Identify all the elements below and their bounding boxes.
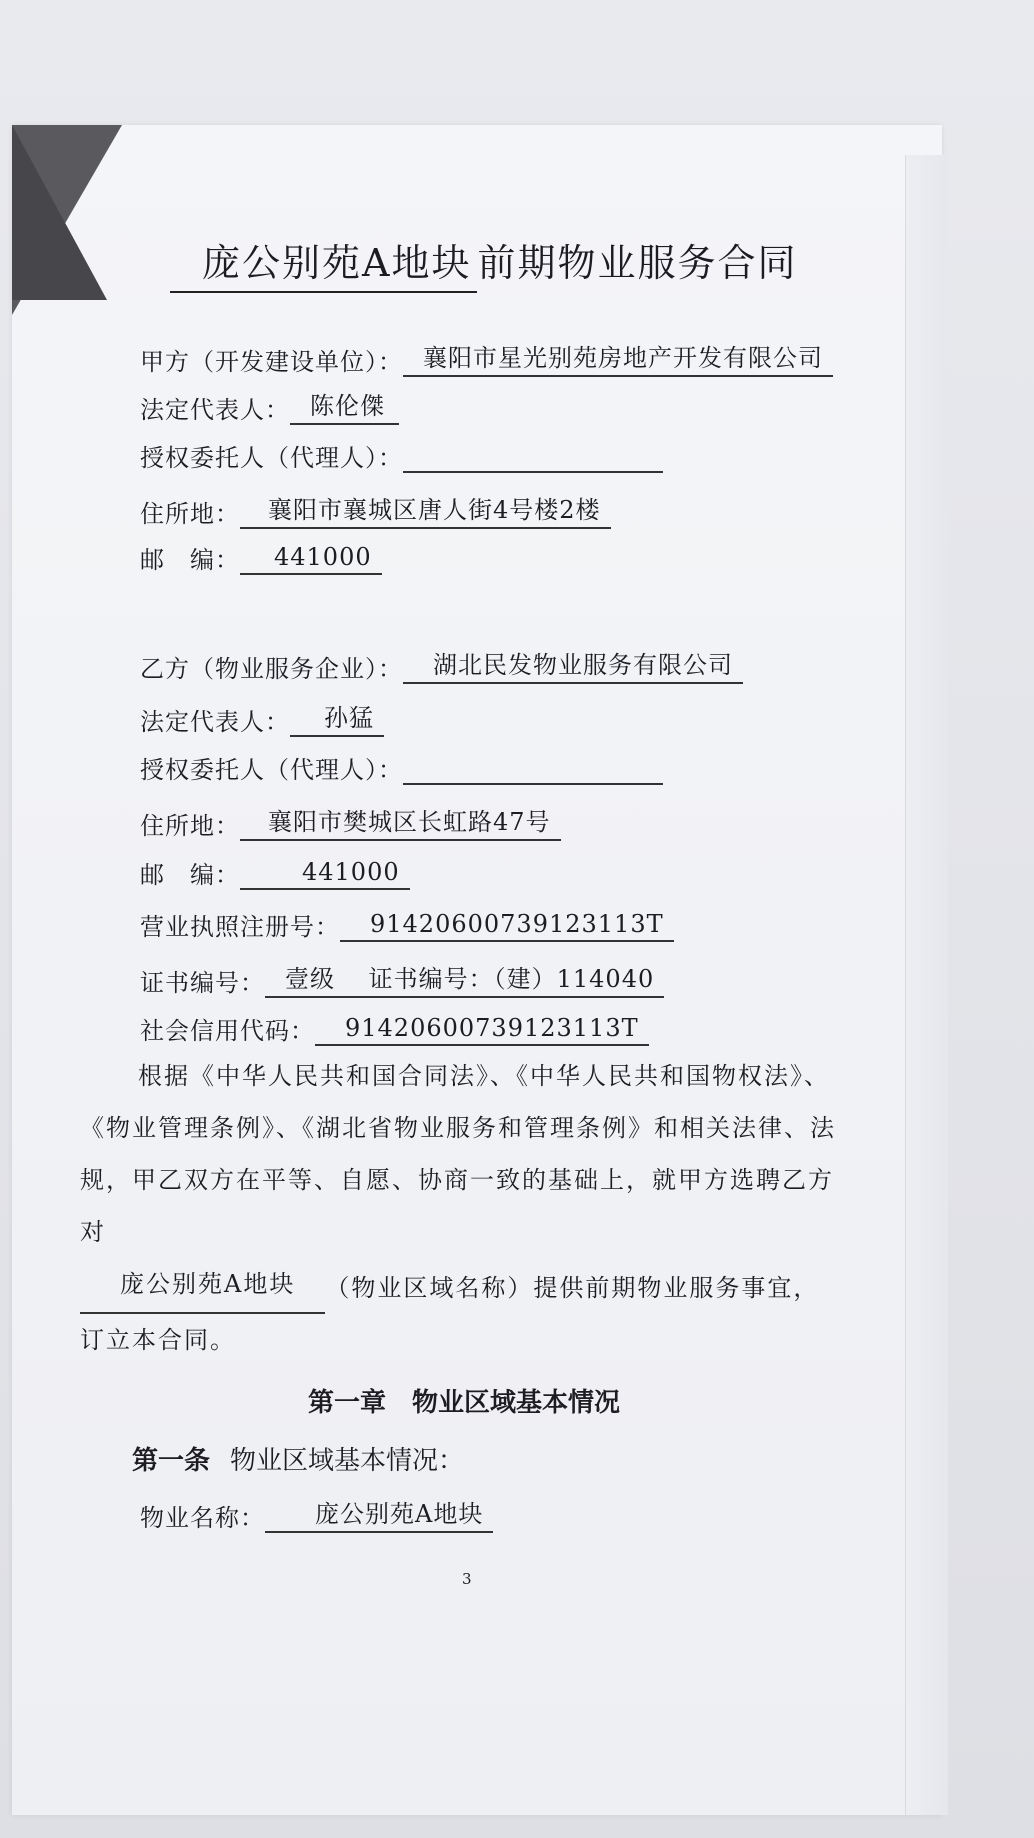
party-b-zip: 441000	[240, 858, 410, 890]
article-heading	[132, 1440, 464, 1477]
party-a-name: 襄阳市星光别苑房地产开发有限公司	[403, 338, 833, 377]
party-b-row	[140, 645, 743, 684]
party-b-credit-label: 社会信用代码：	[140, 1017, 315, 1045]
party-a-addr: 襄阳市襄城区唐人街4号楼2楼	[240, 490, 611, 529]
preamble-line-4	[80, 1258, 840, 1314]
party-b-license: 91420600739123113T	[340, 910, 674, 942]
page-edge	[905, 155, 948, 1815]
party-b-license-label: 营业执照注册号：	[140, 913, 340, 941]
party-b-name: 湖北民发物业服务有限公司	[403, 645, 743, 684]
preamble-line-2: 《物业管理条例》、《湖北省物业服务和管理条例》和相关法律、法	[80, 1114, 836, 1142]
party-a-row	[140, 338, 833, 377]
party-a-rep: 陈伦傑	[290, 386, 399, 425]
title-project: 庞公别苑A地块	[170, 232, 477, 293]
party-a-label: 甲方（开发建设单位）：	[140, 348, 403, 376]
party-b-rep-row	[140, 698, 384, 737]
party-b-credit: 91420600739123113T	[315, 1014, 649, 1046]
preamble-line-1: 根据《中华人民共和国合同法》、《中华人民共和国物权法》、	[138, 1062, 830, 1090]
property-name-label: 物业名称：	[140, 1504, 265, 1532]
party-a-addr-row	[140, 490, 611, 529]
party-a-agent-row	[140, 438, 663, 473]
party-b-license-row	[140, 907, 674, 942]
party-b-rep: 孙猛	[290, 698, 384, 737]
party-b-rep-label: 法定代表人：	[140, 708, 290, 736]
party-a-agent-label: 授权委托人（代理人）：	[140, 444, 403, 472]
party-a-zip-row	[140, 540, 382, 575]
preamble-paragraph	[80, 1050, 840, 1366]
party-b-agent-blank	[403, 753, 663, 785]
party-b-cert: 壹级 证书编号：（建）114040	[265, 959, 664, 998]
preamble-line-3: 规，甲乙双方在平等、自愿、协商一致的基础上，就甲方选聘乙方对	[80, 1166, 834, 1246]
property-area-name: 庞公别苑A地块	[80, 1258, 325, 1314]
party-b-credit-row	[140, 1011, 649, 1046]
property-name-value: 庞公别苑A地块	[265, 1494, 493, 1533]
party-a-rep-label: 法定代表人：	[140, 396, 290, 424]
party-b-zip-label: 邮 编：	[140, 861, 240, 889]
party-b-addr-row	[140, 802, 561, 841]
party-a-addr-label: 住所地：	[140, 500, 240, 528]
preamble-line-4-rest: （物业区域名称）提供前期物业服务事宜，	[325, 1274, 820, 1302]
party-b-addr: 襄阳市樊城区长虹路47号	[240, 802, 561, 841]
party-a-rep-row	[140, 386, 399, 425]
title-contract: 前期物业服务合同	[477, 241, 798, 285]
party-b-cert-label: 证书编号：	[140, 969, 265, 997]
party-a-zip: 441000	[240, 543, 382, 575]
chapter-heading: 第一章 物业区域基本情况	[308, 1388, 621, 1418]
folded-corner-shadow	[12, 125, 107, 300]
contract-title	[170, 232, 797, 293]
preamble-line-5: 订立本合同。	[80, 1326, 236, 1354]
page-number: 3	[462, 1570, 472, 1588]
party-a-zip-label: 邮 编：	[140, 546, 240, 574]
party-b-label: 乙方（物业服务企业）：	[140, 655, 403, 683]
party-b-agent-label: 授权委托人（代理人）：	[140, 756, 403, 784]
article-number: 第一条	[132, 1446, 211, 1476]
party-b-zip-row	[140, 855, 410, 890]
article-text: 物业区域基本情况：	[230, 1446, 465, 1476]
party-b-addr-label: 住所地：	[140, 812, 240, 840]
property-name-row	[140, 1494, 493, 1533]
party-b-cert-row	[140, 959, 664, 998]
party-b-agent-row	[140, 750, 663, 785]
party-a-agent-blank	[403, 441, 663, 473]
